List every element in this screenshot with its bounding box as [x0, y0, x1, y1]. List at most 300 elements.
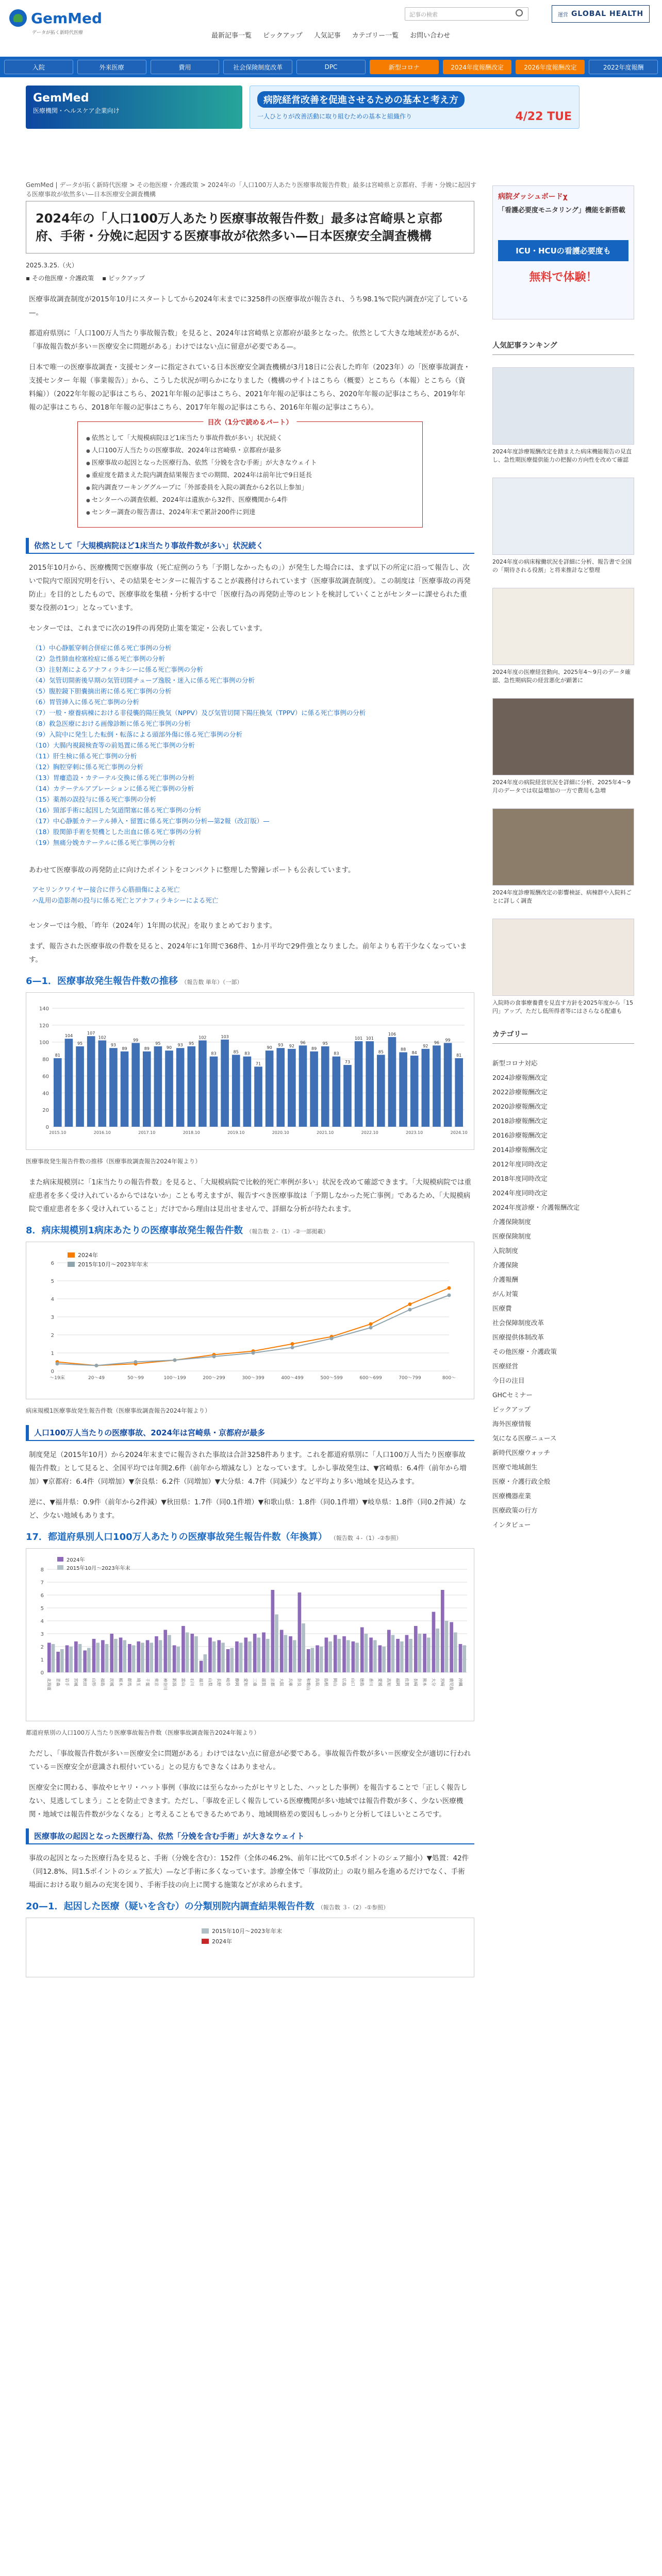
bar: [342, 1636, 346, 1672]
prevention-link[interactable]: （15）薬剤の誤投与に係る死亡事例の分析: [32, 795, 156, 803]
site-logo[interactable]: [9, 9, 103, 36]
bar: [226, 1649, 230, 1672]
bar: [262, 1633, 266, 1673]
prevention-link[interactable]: （8）救急医療における画像診断に係る死亡事例の分析: [32, 720, 191, 727]
folder-icon: ▪: [102, 274, 107, 282]
category-link[interactable]: 入院制度: [492, 1247, 519, 1255]
x-tick-label: 2022.10: [361, 1130, 378, 1135]
x-tick-label: 神奈川: [163, 1678, 168, 1690]
bar: [355, 1643, 359, 1673]
x-tick-label: 福井: [198, 1678, 204, 1686]
category-link[interactable]: 医療・介護行政全般: [492, 1478, 551, 1485]
x-tick-label: 千葉: [145, 1678, 150, 1686]
cat-2024-revision[interactable]: 2024年度報酬改定: [443, 60, 512, 74]
x-tick-label: 沖縄: [458, 1678, 463, 1686]
bar: [338, 1639, 341, 1672]
bar: [266, 1639, 270, 1672]
x-tick-label: 宮崎: [440, 1678, 445, 1686]
bar: [101, 1640, 105, 1673]
category-link[interactable]: がん対策: [492, 1290, 519, 1298]
prevention-link[interactable]: （10）大腸内視鏡検査等の前処置に係る死亡事例の分析: [32, 741, 195, 749]
category-link[interactable]: 2024年度診療・介護報酬改定: [492, 1204, 580, 1211]
category-link[interactable]: 2024診療報酬改定: [492, 1074, 548, 1081]
bar: [454, 1633, 457, 1673]
bar: [280, 1630, 284, 1673]
category-link[interactable]: 海外医療情報: [492, 1420, 532, 1428]
category-link[interactable]: 2018年度同時改定: [492, 1175, 548, 1182]
cat-outpatient[interactable]: 外来医療: [77, 60, 146, 74]
tick-label: 20: [42, 1108, 49, 1114]
bar: [288, 1049, 296, 1127]
bar: [60, 1649, 64, 1672]
tick-label: 100: [39, 1040, 49, 1046]
x-tick-label: 2016.10: [93, 1130, 111, 1135]
paragraph: 都道府県別に「人口100万人当たり事故報告数」を見ると、2024年は宮崎県と京都府が最多となった。依然として大きな地域差があるが、「事故報告数が多い＝医療安全に問題がある」わけではない点に留意が必要である—。: [29, 329, 464, 351]
x-tick-label: 高知: [386, 1678, 391, 1686]
search-input[interactable]: 記事の検索: [405, 7, 528, 21]
category-link[interactable]: 医療費: [492, 1304, 512, 1312]
legend-swatch: [57, 1557, 63, 1562]
category-title: カテゴリー: [492, 1029, 634, 1044]
bar: [320, 1647, 323, 1672]
toc-item[interactable]: ● 重症度を踏まえた院内調査結果報告までの期間、2024年は前年比で9日延長: [86, 469, 414, 482]
tick-label: 0: [51, 1369, 54, 1375]
category-link[interactable]: 2014診療報酬改定: [492, 1146, 548, 1154]
prevention-link[interactable]: （1）中心静脈穿刺合併症に係る死亡事例の分析: [32, 644, 172, 652]
legend-label: 2024年: [78, 1252, 98, 1259]
bar: [163, 1630, 167, 1673]
toc-item[interactable]: ● 院内調査ワーキンググループに「外部委員を入院の調査から2名以上参加」: [86, 482, 414, 494]
bar: [450, 1622, 453, 1673]
data-label: 99: [445, 1038, 451, 1043]
bar: [87, 1648, 91, 1673]
bar: [96, 1643, 100, 1673]
x-tick-label: 鹿児島: [449, 1678, 454, 1690]
nav-popular[interactable]: 人気記事: [313, 32, 341, 40]
x-tick-label: 広島: [341, 1678, 346, 1686]
prevention-link[interactable]: （2）急性肺血栓塞栓症に係る死亡事例の分析: [32, 655, 165, 663]
ranking-thumbnail: [492, 919, 634, 996]
data-label: 96: [434, 1040, 440, 1045]
category-bar: [0, 57, 662, 77]
data-label: 73: [344, 1060, 351, 1065]
bar: [194, 1636, 198, 1672]
toc-item[interactable]: ● 医療事故の起因となった医療行為、依然「分娩を含む手術」が大きなウェイト: [86, 457, 414, 469]
x-tick-label: 秋田: [82, 1678, 88, 1686]
bar: [310, 1052, 318, 1127]
bar: [203, 1654, 207, 1672]
bar: [69, 1647, 73, 1672]
category-link[interactable]: その他医療・介護政策: [492, 1348, 557, 1355]
data-label: 107: [87, 1031, 95, 1036]
category-link[interactable]: 医療機器産業: [492, 1492, 532, 1500]
data-label: 88: [400, 1047, 406, 1052]
x-tick-label: 石川: [190, 1678, 195, 1686]
x-tick-label: 島根: [324, 1678, 329, 1686]
x-tick-label: 青森: [56, 1678, 61, 1686]
x-tick-label: 福岡: [395, 1678, 400, 1686]
data-label: 101: [354, 1036, 363, 1041]
x-tick-label: 大分: [431, 1678, 436, 1686]
bar: [299, 1045, 307, 1127]
prevention-link[interactable]: （16）頸部手術に起因した気道閉塞に係る死亡事例の分析: [32, 806, 202, 814]
bar: [388, 1037, 396, 1127]
category-link[interactable]: 介護保険: [492, 1261, 519, 1269]
table-of-contents: [77, 421, 423, 528]
bar: [444, 1043, 452, 1127]
category-link[interactable]: 医療保険制度: [492, 1232, 532, 1240]
data-label: 89: [122, 1046, 127, 1051]
tick-label: 4: [40, 1619, 44, 1624]
gemmed-banner[interactable]: [26, 86, 242, 129]
tag-policy[interactable]: [26, 274, 94, 282]
category-link[interactable]: ピックアップ: [492, 1405, 531, 1413]
bar: [244, 1638, 247, 1673]
data-point: [212, 1355, 216, 1359]
alert-link[interactable]: ハ乱用の造影剤の投与に係る死亡とアナフィラキシーによる死亡: [32, 896, 219, 904]
nav-latest[interactable]: 最新記事一覧: [211, 32, 252, 40]
bar: [311, 1648, 315, 1673]
tick-label: 1: [40, 1657, 44, 1663]
data-point: [448, 1286, 451, 1290]
bar: [352, 1641, 355, 1672]
prevention-link[interactable]: （17）中心静脈カテーテル挿入・留置に係る死亡事例の分析—第2報（改訂版）—: [32, 817, 270, 825]
x-tick-label: 北海道: [46, 1678, 52, 1690]
x-tick-label: 山形: [91, 1678, 96, 1686]
tick-label: 8: [40, 1567, 44, 1573]
category-link[interactable]: GHCセミナー: [492, 1391, 533, 1399]
category-link[interactable]: 2020診療報酬改定: [492, 1103, 548, 1110]
data-point: [134, 1360, 138, 1364]
data-point: [252, 1351, 255, 1355]
ranking-item[interactable]: [492, 698, 634, 795]
x-tick-label: 岩手: [64, 1678, 70, 1686]
nav-categories[interactable]: カテゴリー一覧: [352, 32, 399, 40]
logo-tagline: データが拓く新時代医療: [32, 30, 84, 36]
x-tick-label: 東京: [154, 1678, 159, 1686]
sidebar: [492, 185, 634, 1532]
data-label: 83: [244, 1051, 250, 1056]
bar: [110, 1634, 113, 1672]
bar: [387, 1630, 391, 1673]
site-header: [0, 0, 662, 57]
x-tick-label: 山梨: [207, 1678, 212, 1686]
prevention-link[interactable]: （19）無痛分娩カテーテルに係る死亡事例の分析: [32, 839, 175, 846]
chart-caption: 病床規模1医療事故発生報告件数（医療事故調査報告2024年報より）: [26, 1407, 211, 1414]
prevention-link[interactable]: （6）胃管挿入に係る死亡事例の分析: [32, 698, 139, 706]
data-label: 89: [144, 1046, 150, 1051]
category-link[interactable]: 医療経営: [492, 1362, 519, 1370]
x-tick-label: 新潟: [172, 1678, 177, 1686]
ranking-thumbnail: [492, 808, 634, 886]
tag-label: その他医療・介護政策: [32, 275, 94, 282]
bar: [65, 1646, 69, 1673]
x-tick-label: 2020.10: [272, 1130, 289, 1135]
prevention-link[interactable]: （4）気管切開術後早期の気管切開チューブ逸脱・迷入に係る死亡事例の分析: [32, 676, 255, 684]
category-link[interactable]: 社会保障制度改革: [492, 1319, 544, 1327]
seminar-subtitle: 一人ひとりが改善活動に取り組むための基本と組織作り: [257, 113, 412, 120]
bar: [333, 1057, 341, 1127]
x-tick-label: 愛知: [243, 1678, 249, 1686]
category-link[interactable]: 新型コロナ対応: [492, 1059, 538, 1067]
cat-dpc[interactable]: DPC: [296, 60, 366, 74]
prevention-link[interactable]: （7）一般・療養病棟における非侵襲的陽圧換気（NPPV）及び気管切開下陽圧換気（TPPV）に係る死亡事例の分析: [32, 709, 366, 717]
ranking-title-text: 2024年度診療報酬改定の影響検証、病棟群や入院料ごとに詳しく調査: [492, 889, 632, 904]
data-point: [95, 1364, 98, 1367]
bar: [190, 1634, 194, 1672]
bar: [173, 1646, 176, 1673]
category-link[interactable]: 今日の注目: [492, 1377, 525, 1384]
ad-cta: 無料で体験！: [529, 271, 598, 284]
chart-prefecture: [26, 1548, 474, 1721]
data-label: 95: [189, 1041, 194, 1046]
bar: [316, 1646, 319, 1673]
x-tick-label: 鳥取: [315, 1678, 320, 1686]
bar: [83, 1651, 87, 1673]
paragraph: 日本で唯一の医療事故調査・支援センターに指定されている日本医療安全調査機構が3月18日に公表した昨年（2023年）の「医療事故調査・支援センター 年報（事業報告）」から、こうした状況が明らかになりました（機構のサイトはこちら（概要）とこちら（本報）とこちら（資料編））（2022年年報の記事はこちら、2021年年報の記事はこちら、2021年年報の記事はこちら、2020年年報の記事はこちら、2019年年報の記事はこちら、2018年年報の記事はこちら、2017年年報の記事はこちら、2016年年報の記事はこちら）。: [29, 363, 471, 412]
x-tick-label: 300〜399: [242, 1376, 264, 1381]
prefecture-bar-chart: [26, 1549, 474, 1719]
bar: [165, 1050, 173, 1127]
x-tick-label: 〜19床: [49, 1376, 65, 1381]
paragraph: あわせて医療事故の再発防止に向けたポイントをコンパクトに整理した警鐘レポートも公表しています。: [29, 866, 355, 874]
prevention-link[interactable]: （13）胃瘻造設・カテーテル交換に係る死亡事例の分析: [32, 774, 195, 782]
legend-swatch: [202, 1939, 209, 1944]
data-label: 93: [110, 1043, 117, 1048]
x-tick-label: 愛媛: [377, 1678, 383, 1686]
legend-label: 2015年10月〜2023年年末: [212, 1928, 282, 1935]
bar: [253, 1634, 257, 1672]
x-tick-label: 2018.10: [183, 1130, 200, 1135]
cat-inpatient[interactable]: 入院: [4, 60, 73, 74]
category-link[interactable]: 介護保険制度: [492, 1218, 532, 1226]
breadcrumb[interactable]: GemMed | データが拓く新時代医療 > その他医療・介護政策 > 2024年の「人口100万人あたり医療事故報告件数」最多は宮崎県と京都府、手術・分娩に起因する医療事故が依然多い—日本医療安全調査機構: [26, 181, 477, 198]
banner-area: [0, 77, 662, 137]
category-link[interactable]: 気になる医療ニュース: [492, 1434, 557, 1442]
monthly-bar-chart: [26, 993, 474, 1147]
bar: [396, 1639, 400, 1672]
toc-item[interactable]: ● センター調査の報告書は、2024年末で累計200件に到達: [86, 506, 414, 519]
data-point: [448, 1294, 451, 1297]
tick-label: 5: [40, 1606, 44, 1612]
bar: [459, 1644, 462, 1672]
paragraph: 制度発足（2015年10月）から2024年末までに報告された事故は合計3258件あります。これを都道府県別に「人口100万人当たり医療事故報告件数」として見ると、全国平均では年間2.6件（前年から増減なし）となっています。しかし事故発生は、▼宮崎県：6.4件（前年から増加）▼京都府：6.4件（同増加）▼奈良県：6.2件（同増加）▼大分県：4.7件（同減少）など平均より多い地域を見込みます。: [29, 1451, 467, 1486]
bar: [369, 1638, 373, 1673]
category-link[interactable]: 医療政策の行方: [492, 1506, 538, 1514]
section-heading: 依然として「大規模病院ほど1床当たり事故件数が多い」状況続く: [26, 538, 474, 554]
article-header: [26, 201, 474, 253]
tick-label: 3: [51, 1315, 54, 1320]
tick-label: 2: [40, 1645, 44, 1650]
article-main: [26, 185, 474, 1985]
cat-social-insurance[interactable]: 社会保険制度改革: [223, 60, 292, 74]
ranking-title: 人気記事ランキング: [492, 340, 634, 355]
bar: [414, 1626, 418, 1672]
legend-label: 2015年10月〜2023年年末: [78, 1261, 148, 1268]
x-tick-label: 800〜: [442, 1376, 456, 1381]
x-tick-label: 茨城: [109, 1678, 114, 1686]
tick-label: 0: [40, 1670, 44, 1676]
seminar-title: 病院経営改善を促進させるための基本と考え方: [257, 91, 465, 108]
ad-feature: ICU・HCUの看護必要度も: [498, 240, 628, 261]
ad-brand: 病院ダッシュボードχ: [498, 193, 568, 201]
bar: [248, 1641, 252, 1672]
toc-item[interactable]: ● 依然として「大規模病院ほど1床当たり事故件数が多い」状況続く: [86, 432, 414, 445]
x-tick-label: 宮城: [73, 1678, 78, 1686]
bar: [235, 1641, 239, 1672]
data-label: 102: [198, 1035, 207, 1040]
chart-title: [26, 974, 474, 987]
paragraph: まず、報告された医療事故の件数を見ると、2024年に1年間で368件、1か月平均で29件強となりました。前年よりも若干少なくなっています。: [29, 942, 467, 964]
x-tick-label: 岡山: [333, 1678, 338, 1686]
x-tick-label: 400〜499: [281, 1376, 304, 1381]
bar: [427, 1638, 431, 1673]
prevention-link[interactable]: （11）肝生検に係る死亡事例の分析: [32, 752, 137, 760]
bar: [176, 1048, 185, 1127]
chart-caption: 医療事故発生報告件数の推移（医療事故調査報告2024年報より）: [26, 1158, 201, 1165]
x-tick-label: 2017.10: [138, 1130, 156, 1135]
ad-headline: 「看護必要度モニタリング」機能を新搭載: [498, 207, 625, 214]
chart-title: [26, 1223, 474, 1236]
prevention-link[interactable]: （18）股関節手術を契機とした出血に係る死亡事例の分析: [32, 828, 202, 836]
bar: [114, 1639, 118, 1672]
legend-swatch: [57, 1565, 63, 1570]
bar: [418, 1634, 422, 1672]
tick-label: 140: [39, 1006, 49, 1012]
bar: [276, 1048, 285, 1127]
cat-2026-revision[interactable]: 2026年度報酬改定: [516, 60, 585, 74]
chart-title-text: 8．病床規模別1病床あたりの医療事故発生報告件数: [26, 1225, 243, 1236]
tag-pickup[interactable]: [102, 274, 145, 282]
bar: [146, 1640, 150, 1673]
cat-2022-revision[interactable]: 2022年度報酬: [589, 60, 658, 74]
bar: [271, 1590, 275, 1672]
data-label: 92: [289, 1043, 294, 1048]
global-health-link[interactable]: [552, 5, 650, 23]
prevention-link[interactable]: （12）胸腔穿刺に係る死亡事例の分析: [32, 763, 143, 771]
category-link[interactable]: 2024年度同時改定: [492, 1189, 548, 1197]
bar: [284, 1635, 288, 1673]
category-link[interactable]: 医療提供体制改革: [492, 1333, 544, 1341]
x-tick-label: 香川: [368, 1678, 373, 1686]
bar: [399, 1052, 407, 1127]
tick-label: 6: [40, 1593, 44, 1599]
bar: [208, 1638, 212, 1673]
alert-links: [26, 884, 474, 906]
category-link[interactable]: 2022診療報酬改定: [492, 1088, 548, 1096]
category-link[interactable]: 新時代医療ウォッチ: [492, 1449, 551, 1456]
search-icon[interactable]: [516, 9, 523, 16]
toc-item[interactable]: ● 人口100万人当たりの医療事故、2024年は宮崎県・京都府が最多: [86, 445, 414, 457]
category-link[interactable]: 2016診療報酬改定: [492, 1131, 548, 1139]
bar: [382, 1647, 386, 1672]
bar: [128, 1644, 131, 1672]
data-label: 90: [166, 1045, 172, 1050]
ranking-item[interactable]: [492, 478, 634, 574]
alert-link[interactable]: アセリンクワイヤー接合に伴う心筋損傷による死亡: [32, 886, 180, 893]
ranking-item[interactable]: [492, 367, 634, 464]
x-tick-label: 700〜799: [399, 1376, 421, 1381]
data-point: [369, 1323, 373, 1326]
category-link[interactable]: インタビュー: [492, 1521, 531, 1529]
bar: [275, 1615, 278, 1673]
lead-paragraph: 医療事故調査制度が2015年10月にスタートしてから2024年末までに3258件の医療事故が報告され、うち98.1%で院内調査が完了している—。: [29, 295, 469, 317]
x-tick-label: 2024.10: [450, 1130, 468, 1135]
data-label: 85: [378, 1049, 384, 1055]
toc-item[interactable]: ● センターへの調査依頼、2024年は遺族から32件、医療機関から4件: [86, 494, 414, 506]
prevention-link[interactable]: （9）入院中に発生した転倒・転落による頭部外傷に係る死亡事例の分析: [32, 731, 242, 738]
x-tick-label: 山口: [351, 1678, 356, 1686]
bar: [254, 1066, 262, 1127]
bar: [230, 1648, 234, 1673]
data-point: [291, 1342, 294, 1346]
bar: [298, 1592, 302, 1672]
prevention-link[interactable]: （14）カテーテルアブレーションに係る死亡事例の分析: [32, 785, 194, 792]
data-label: 89: [311, 1046, 317, 1051]
bar: [445, 1621, 449, 1672]
prevention-link[interactable]: （3）注射剤によるアナフィラキシーに係る死亡事例の分析: [32, 666, 203, 673]
bar: [187, 1046, 195, 1127]
category-link[interactable]: 2018診療報酬改定: [492, 1117, 548, 1125]
section-heading: 医療事故の起因となった医療行為、依然「分娩を含む手術」が大きなウェイト: [26, 1828, 474, 1844]
x-tick-label: 2019.10: [227, 1130, 245, 1135]
x-tick-label: 500〜599: [320, 1376, 343, 1381]
bar: [293, 1640, 296, 1673]
x-tick-label: 三重: [252, 1678, 257, 1686]
category-link[interactable]: 医療で地域創生: [492, 1463, 538, 1471]
bar: [377, 1055, 385, 1127]
ranking-item[interactable]: [492, 808, 634, 905]
bar: [109, 1048, 118, 1127]
dashboard-ad[interactable]: [492, 185, 634, 319]
top-nav: [211, 30, 450, 40]
bar: [65, 1039, 73, 1127]
bar: [378, 1646, 382, 1673]
bar: [266, 1050, 274, 1127]
prevention-link[interactable]: （5）腹腔鏡下胆嚢摘出術に係る死亡事例の分析: [32, 687, 172, 695]
cat-cost[interactable]: 費用: [151, 60, 220, 74]
bar: [141, 1643, 144, 1673]
nav-contact[interactable]: お問い合わせ: [410, 32, 451, 40]
data-point: [173, 1359, 177, 1362]
cat-covid[interactable]: 新型コロナ: [370, 60, 439, 74]
ranking-title-text: 入院時の食事療養費を見直す方針を2025年度から「15円」アップ、ただし低所得者等にはさらなる配慮も: [492, 999, 633, 1014]
category-link[interactable]: 2012年度同時改定: [492, 1160, 548, 1168]
paragraph: 逆に、▼福井県：0.9件（前年から2件減）▼秋田県：1.7件（同0.1件増）▼和歌山県：1.8件（同0.1件増）▼岐阜県：1.8件（同0.2件減）など、少ない地域もあります。: [29, 1498, 467, 1520]
chart-unit: （報告数 単年）（一部）: [181, 979, 243, 986]
bar: [78, 1644, 82, 1672]
bar: [302, 1623, 305, 1672]
x-tick-label: 埼玉: [136, 1678, 141, 1686]
ranking-item[interactable]: [492, 919, 634, 1015]
nav-pickup[interactable]: ピックアップ: [263, 32, 303, 40]
bar: [243, 1057, 252, 1127]
tick-label: 40: [42, 1091, 49, 1097]
data-label: 85: [233, 1049, 239, 1055]
ranking-thumbnail: [492, 588, 634, 665]
data-label: 103: [221, 1034, 229, 1039]
x-tick-label: 長野: [217, 1678, 222, 1686]
bar: [373, 1640, 377, 1673]
category-link[interactable]: 介護報酬: [492, 1276, 519, 1283]
ranking-item[interactable]: [492, 588, 634, 685]
prevention-links: [26, 642, 474, 848]
x-tick-label: 熊本: [422, 1678, 427, 1686]
x-tick-label: 兵庫: [288, 1678, 293, 1686]
tick-label: 3: [40, 1632, 44, 1637]
seminar-banner[interactable]: [250, 86, 580, 129]
article-date: 2025.3.25.（火）: [26, 262, 78, 269]
